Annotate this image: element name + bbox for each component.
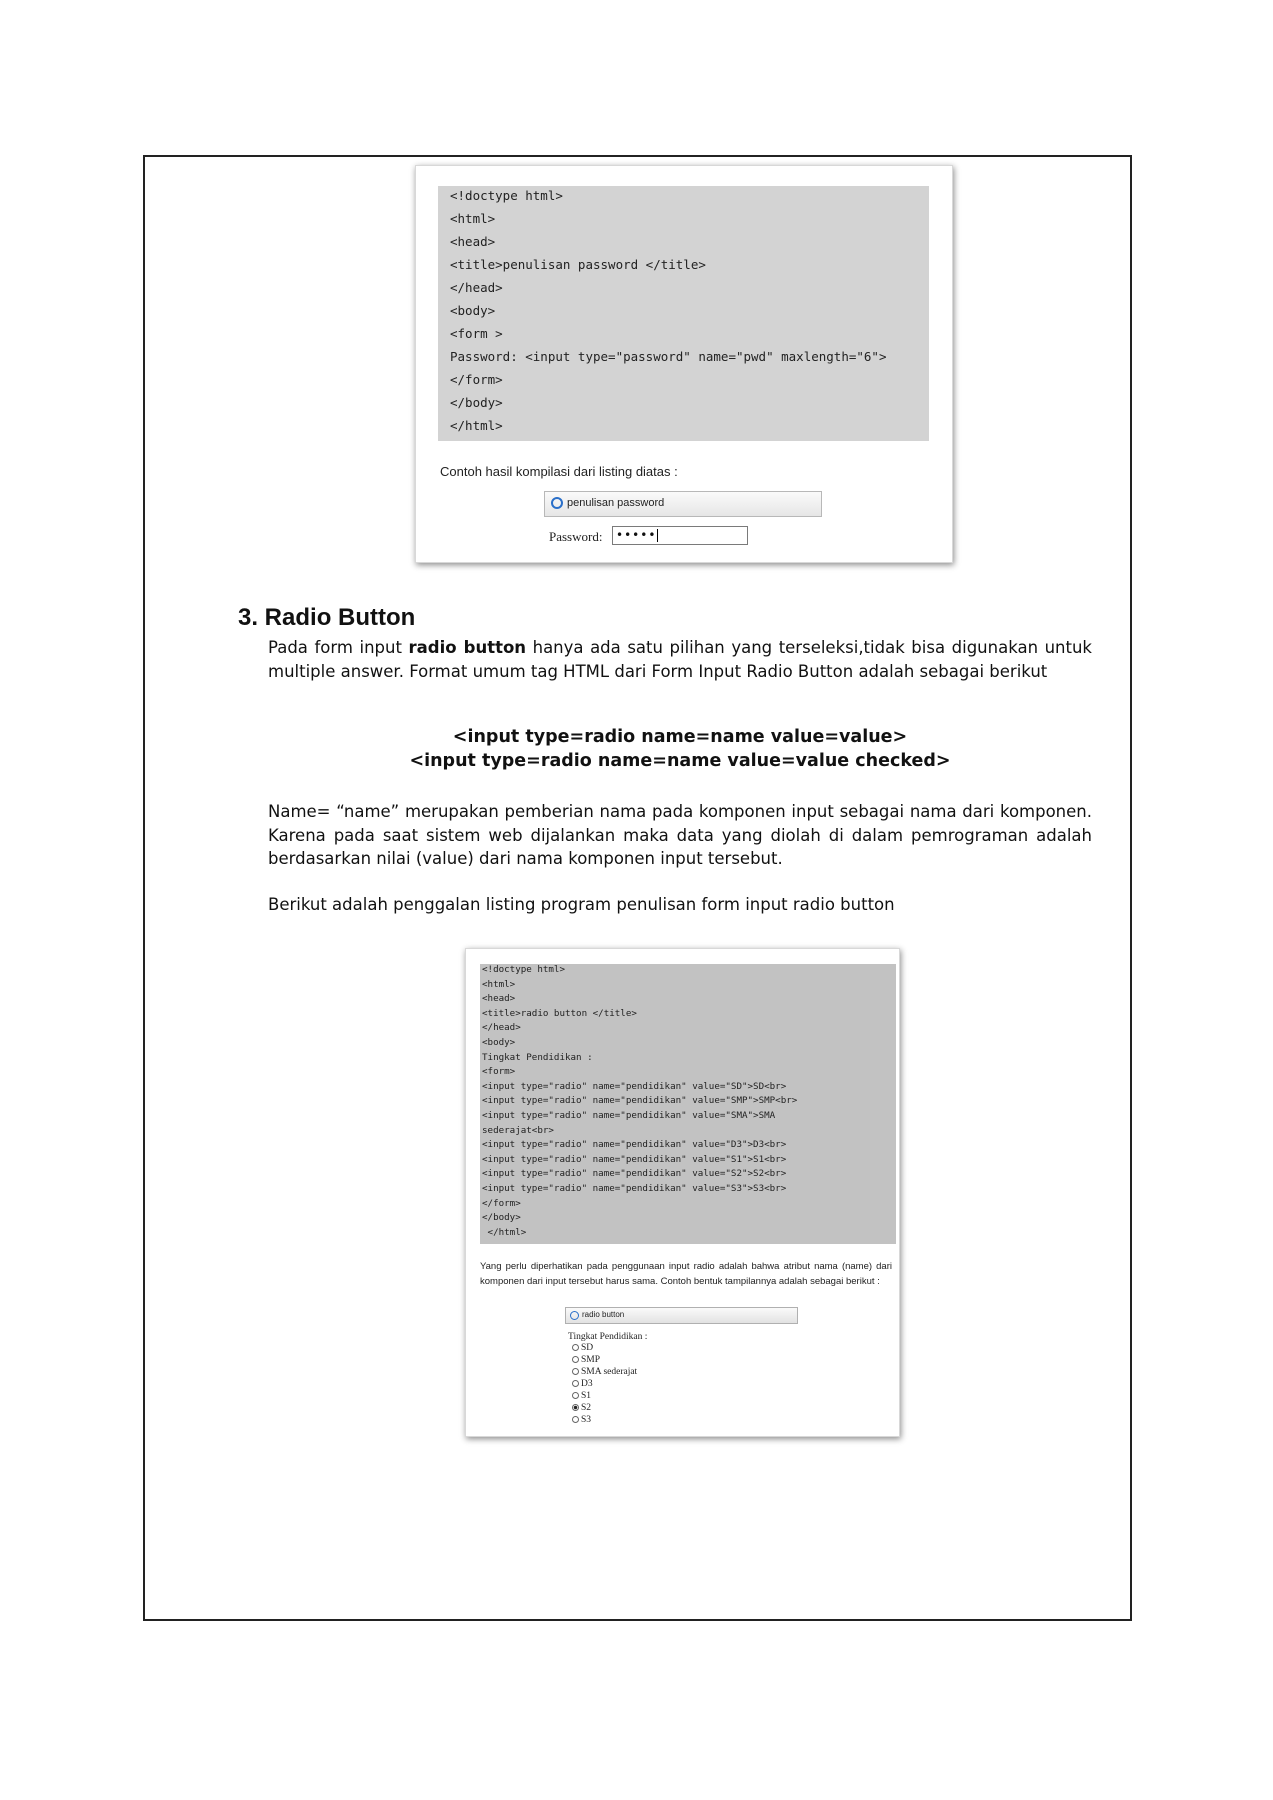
code-line: <input type="radio" name="pendidikan" value="SD">SD<br> [482, 1080, 787, 1092]
code-line: </head> [482, 1022, 521, 1034]
radio-option-s2[interactable] [572, 1403, 591, 1413]
code-line: <input type="radio" name="pendidikan" value="D3">D3<br> [482, 1139, 787, 1151]
code-line: Password: <input type="password" name="pwd" maxlength="6"> [450, 349, 887, 364]
code-line: <title>radio button </title> [482, 1007, 637, 1019]
code-line: <input type="radio" name="pendidikan" value="S1">S1<br> [482, 1153, 787, 1165]
section-heading: 3. Radio Button [238, 604, 416, 631]
radio-option-sd[interactable] [572, 1343, 593, 1353]
code-line: </html> [450, 418, 503, 433]
code-line: </head> [450, 280, 503, 295]
intro-text-rest: hanya ada satu pilihan yang terseleksi,tidak bisa digunakan untuk multiple answer. Format umum tag HTML dari Form Input Radio Button adalah sebagai berikut [268, 638, 1092, 681]
radio-circle-icon [572, 1344, 579, 1351]
radio-option-smp[interactable] [572, 1355, 600, 1365]
code-line: Tingkat Pendidikan : [482, 1051, 593, 1063]
browser-icon [551, 497, 563, 509]
code-line: sederajat<br> [482, 1124, 554, 1136]
code-line: <html> [482, 978, 516, 990]
code-line: <input type="radio" name="pendidikan" value="SMP">SMP<br> [482, 1095, 798, 1107]
radio-option-s3[interactable] [572, 1415, 591, 1423]
radio-checked-icon [572, 1404, 579, 1411]
password-code-listing [438, 186, 929, 441]
code-line: <head> [450, 234, 496, 249]
radio-group-label: Tingkat Pendidikan : [568, 1332, 648, 1342]
radio-circle-icon [572, 1368, 579, 1375]
radio-option-label: S2 [581, 1403, 592, 1413]
code-line: <title>penulisan password </title> [450, 257, 706, 272]
radio-option-label: S1 [581, 1391, 592, 1401]
code-line: </form> [482, 1197, 521, 1209]
browser-tab-title: radio button [582, 1310, 625, 1319]
browser-tab [565, 1307, 798, 1324]
text-caret [657, 529, 658, 542]
radio-option-label: SMA sederajat [581, 1367, 638, 1377]
radio-option-sma[interactable] [572, 1367, 637, 1377]
radio-circle-icon [572, 1380, 579, 1387]
code-line: <html> [450, 211, 496, 226]
radio-option-s1[interactable] [572, 1391, 591, 1401]
code-line: <input type="radio" name="pendidikan" value="SMA">SMA [482, 1110, 776, 1121]
code-line: <body> [450, 303, 496, 318]
radio-option-d3[interactable] [572, 1379, 593, 1389]
compile-result-caption: Contoh hasil kompilasi dari listing diatas : [440, 464, 678, 479]
code-line: <form> [482, 1066, 516, 1078]
code-line: <form > [450, 326, 503, 341]
intro-paragraph [268, 636, 1092, 683]
radio-circle-icon [572, 1356, 579, 1363]
code-line: <body> [482, 1037, 516, 1048]
password-example-figure [415, 165, 953, 563]
tag-format-line-1: <input type=radio name=name value=value> [452, 727, 908, 747]
radio-option-label: SD [581, 1343, 594, 1353]
code-line: <input type="radio" name="pendidikan" value="S3">S3<br> [482, 1183, 787, 1194]
code-line: </form> [450, 372, 503, 387]
radio-circle-icon [572, 1416, 579, 1423]
tag-format-line-2: <input type=radio name=name value=value checked> [409, 751, 951, 771]
code-line: <!doctype html> [450, 188, 563, 203]
code-line: <!doctype html> [482, 964, 565, 975]
browser-tab-title: penulisan password [567, 497, 665, 509]
code-line: </body> [450, 395, 503, 410]
radio-code-listing [480, 964, 896, 1244]
radio-example-figure [465, 948, 900, 1437]
intro-text: Pada form input [268, 638, 409, 657]
radio-option-label: SMP [581, 1355, 601, 1365]
radio-circle-icon [572, 1392, 579, 1399]
code-line: <input type="radio" name="pendidikan" value="S2">S2<br> [482, 1168, 787, 1180]
password-label: Password: [549, 529, 603, 544]
code-line: </body> [482, 1212, 521, 1224]
code-line: </html> [482, 1226, 527, 1238]
password-input[interactable] [612, 526, 748, 545]
browser-tab [544, 491, 822, 517]
radio-caption: Yang perlu diperhatikan pada penggunaan input radio adalah bahwa atribut nama (name) dari komponen dari input tersebut harus sama. Contoh bentuk tampilannya adalah sebagai berikut : [480, 1261, 892, 1287]
name-paragraph: Name= “name” merupakan pemberian nama pada komponen input sebagai nama dari komponen. Karena pada saat sistem web dijalankan maka data yang diolah di dalam pemrograman adalah berdasarkan nilai (value) dari nama komponen input tersebut. [268, 802, 1092, 868]
listing-intro-paragraph: Berikut adalah penggalan listing program penulisan form input radio button [268, 895, 895, 914]
password-mask: ••••• [616, 528, 657, 542]
code-line: <head> [482, 993, 516, 1005]
radio-option-label: D3 [581, 1379, 593, 1389]
browser-icon [570, 1311, 579, 1320]
radio-option-label: S3 [581, 1415, 592, 1423]
intro-bold-text: radio button [408, 638, 527, 657]
